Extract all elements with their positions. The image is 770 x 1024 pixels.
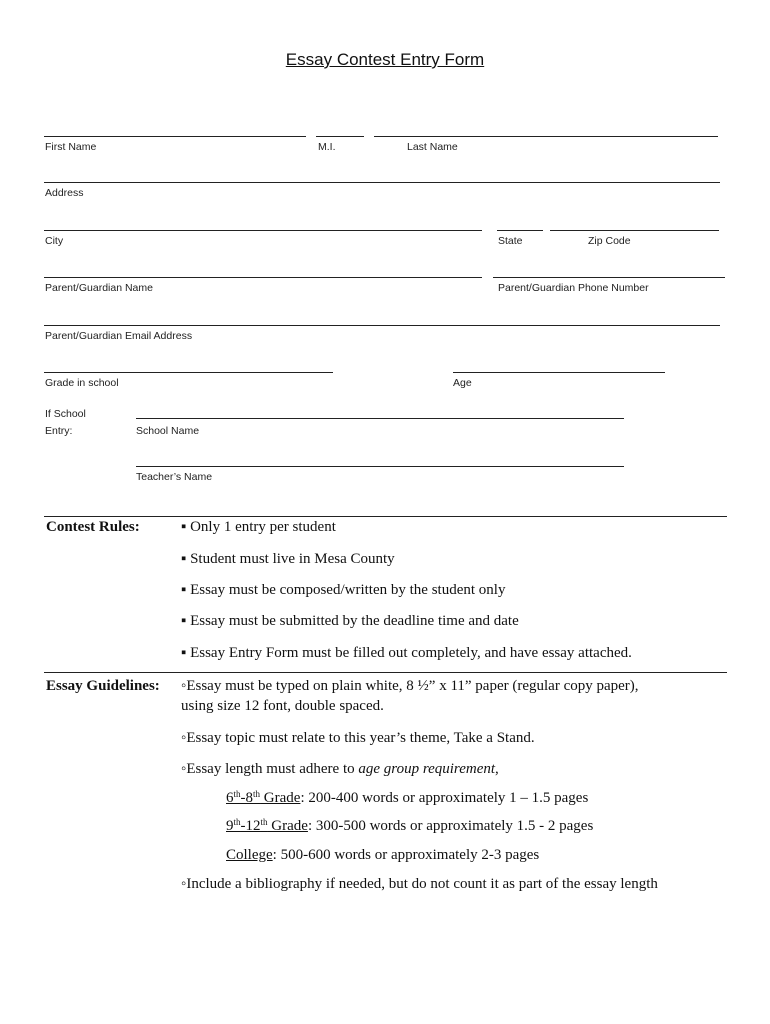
rules-top-divider <box>44 516 727 517</box>
college-label: College <box>226 847 273 863</box>
grade-6-8-detail: : 200-400 words or approximately 1 – 1.5 pages <box>300 790 589 806</box>
mi-label: M.I. <box>318 141 336 153</box>
grade-9-12-detail: : 300-500 words or approximately 1.5 - 2 pages <box>307 818 594 834</box>
rule-item: ▪ Essay must be submitted by the deadline time and date <box>181 613 519 629</box>
first-name-field[interactable] <box>44 136 306 137</box>
state-field[interactable] <box>497 230 543 231</box>
essay-guidelines-heading: Essay Guidelines: <box>46 678 160 694</box>
age-field[interactable] <box>453 372 665 373</box>
guardian-name-field[interactable] <box>44 277 482 278</box>
guideline-length-suffix: , <box>495 761 499 777</box>
guideline-bibliography: ◦Include a bibliography if needed, but do not count it as part of the essay length <box>181 876 658 892</box>
mi-field[interactable] <box>316 136 364 137</box>
grade-requirement-college <box>226 847 539 864</box>
last-name-field[interactable] <box>374 136 718 137</box>
first-name-label: First Name <box>45 141 97 153</box>
city-field[interactable] <box>44 230 482 231</box>
zip-field[interactable] <box>550 230 719 231</box>
guardian-phone-label: Parent/Guardian Phone Number <box>498 282 649 294</box>
grade-requirement-6-8 <box>226 790 588 807</box>
rule-item: ▪ Only 1 entry per student <box>181 519 336 535</box>
guideline-length-prefix: ◦Essay length must adhere to <box>181 761 359 777</box>
guardian-email-label: Parent/Guardian Email Address <box>45 330 193 342</box>
guideline-paper-line2: using size 12 font, double spaced. <box>181 698 384 714</box>
rule-item: ▪ Essay must be composed/written by the student only <box>181 582 506 598</box>
guideline-length <box>181 761 499 778</box>
guardian-name-label: Parent/Guardian Name <box>45 282 153 294</box>
school-name-field[interactable] <box>136 418 624 419</box>
age-label: Age <box>453 377 472 389</box>
school-entry-label-1: If School <box>45 408 86 420</box>
state-label: State <box>498 235 523 247</box>
school-name-label: School Name <box>136 425 200 437</box>
zip-label: Zip Code <box>588 235 631 247</box>
city-label: City <box>45 235 64 247</box>
guideline-length-italic: age group requirement <box>358 761 496 777</box>
school-entry-label-2: Entry: <box>45 425 73 437</box>
grade-6-8-label: 6th-8th Grade <box>226 789 301 806</box>
last-name-label: Last Name <box>407 141 458 153</box>
guidelines-top-divider <box>44 672 727 673</box>
grade-label: Grade in school <box>45 377 119 389</box>
teacher-name-label: Teacher’s Name <box>136 471 213 483</box>
grade-field[interactable] <box>44 372 333 373</box>
guardian-phone-field[interactable] <box>493 277 725 278</box>
grade-9-12-label: 9th-12th Grade <box>226 817 308 834</box>
teacher-name-field[interactable] <box>136 466 624 467</box>
address-label: Address <box>45 187 84 199</box>
rule-item: ▪ Essay Entry Form must be filled out completely, and have essay attached. <box>181 645 632 661</box>
grade-requirement-9-12 <box>226 818 593 835</box>
guideline-topic: ◦Essay topic must relate to this year’s theme, Take a Stand. <box>181 730 535 746</box>
college-detail: : 500-600 words or approximately 2-3 pages <box>272 847 540 863</box>
address-field[interactable] <box>44 182 720 183</box>
guardian-email-field[interactable] <box>44 325 720 326</box>
contest-rules-heading: Contest Rules: <box>46 519 140 535</box>
guideline-paper-line1: ◦Essay must be typed on plain white, 8 ½” x 11” paper (regular copy paper), <box>181 678 639 694</box>
form-title: Essay Contest Entry Form <box>285 50 485 69</box>
rule-item: ▪ Student must live in Mesa County <box>181 551 395 567</box>
